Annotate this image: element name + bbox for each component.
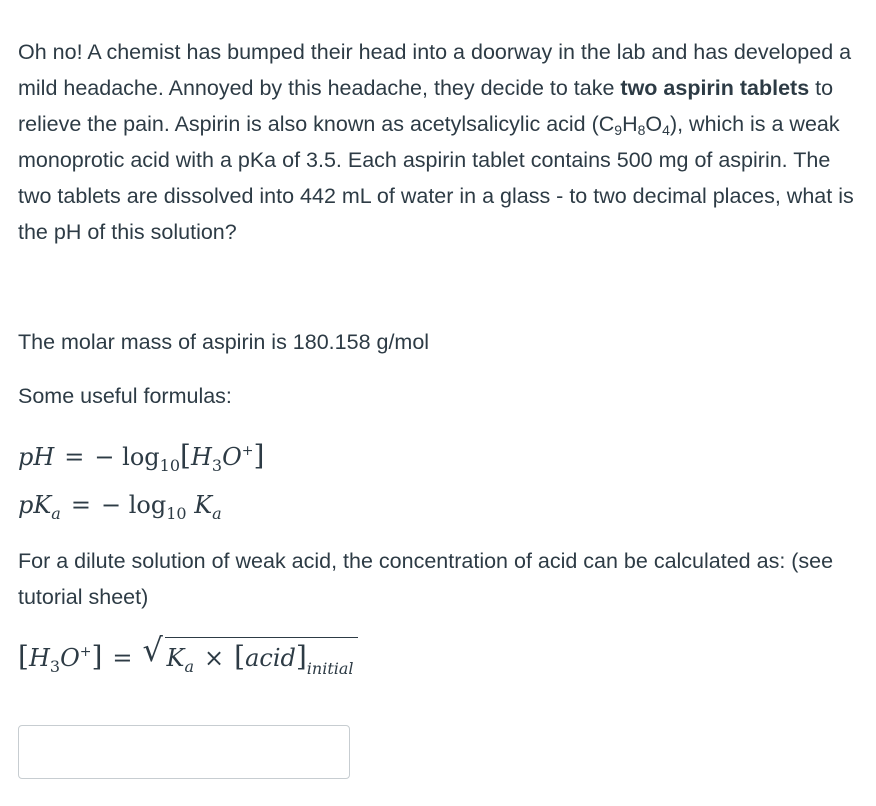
open-bracket: [: [18, 640, 29, 673]
pka-formula: [18, 488, 222, 531]
acid-subscript: initial: [306, 659, 354, 678]
molar-mass-text: The molar mass of aspirin is 180.158 g/mol: [18, 330, 430, 354]
ph-formula: [18, 434, 264, 483]
minus-sign: −: [100, 491, 122, 519]
ka-symbol: K: [166, 644, 185, 672]
formula-subscript-4: 4: [662, 122, 670, 138]
open-bracket: [: [180, 439, 191, 472]
close-bracket: ]: [253, 439, 265, 472]
log-base: 10: [166, 504, 187, 523]
formula-element-o: O: [645, 112, 663, 136]
question-part-3: ), which is a weak monoprotic acid with a pKa of 3.5. Each aspirin tablet contains 500 mg of aspirin. The two tablets are dissolved into 442 mL of water in a glass - to two decimal places, what is the pH of this solution?: [18, 112, 854, 244]
hydrogen-subscript: 3: [211, 456, 223, 475]
question-text: [18, 34, 864, 250]
oxygen-symbol: O: [60, 644, 80, 672]
radicand: [165, 637, 358, 686]
radical-sign-icon: √: [142, 631, 163, 669]
formula-subscript-8: 8: [637, 122, 646, 138]
hydrogen-symbol: H: [190, 443, 212, 471]
charge-superscript: +: [79, 644, 92, 660]
pka-subscript: a: [51, 504, 61, 523]
minus-sign: −: [94, 443, 115, 471]
formulas-heading: Some useful formulas:: [18, 384, 232, 408]
equals-sign: =: [64, 443, 85, 471]
ph-symbol: pH: [18, 443, 55, 471]
acid-term: acid: [245, 644, 296, 672]
acid-close-bracket: ]: [295, 640, 307, 673]
dilute-acid-note: For a dilute solution of weak acid, the concentration of acid can be calculated as: (see tutorial sheet): [18, 549, 834, 609]
log-function: log: [122, 443, 160, 471]
formula-element-h: H: [622, 112, 638, 136]
acid-open-bracket: [: [234, 640, 246, 673]
equals-sign: =: [112, 644, 133, 672]
oxygen-symbol: O: [222, 443, 242, 471]
log-base: 10: [159, 456, 181, 475]
hydrogen-symbol: H: [28, 644, 50, 672]
question-emphasis: two aspirin tablets: [620, 76, 810, 100]
ka-subscript: a: [212, 504, 222, 523]
question-part-2: to relieve the pain. Aspirin is also known as acetylsalicylic acid (C: [18, 76, 834, 136]
square-root: [142, 631, 358, 686]
formula-subscript-9: 9: [614, 122, 623, 138]
question-part-1: Oh no! A chemist has bumped their head into a doorway in the lab and has developed a mild headache. Annoyed by this headache, they decide to take: [18, 40, 852, 100]
pka-symbol: pK: [18, 491, 52, 519]
equals-sign: =: [70, 491, 91, 519]
ka-symbol: K: [194, 491, 213, 519]
h3o-formula: [18, 631, 358, 686]
charge-superscript: +: [241, 443, 254, 459]
ka-subscript: a: [184, 657, 195, 676]
answer-input[interactable]: [18, 725, 350, 779]
close-bracket: ]: [91, 640, 103, 673]
hydrogen-subscript: 3: [49, 657, 61, 676]
times-sign: ×: [204, 644, 225, 672]
log-function: log: [128, 491, 167, 519]
